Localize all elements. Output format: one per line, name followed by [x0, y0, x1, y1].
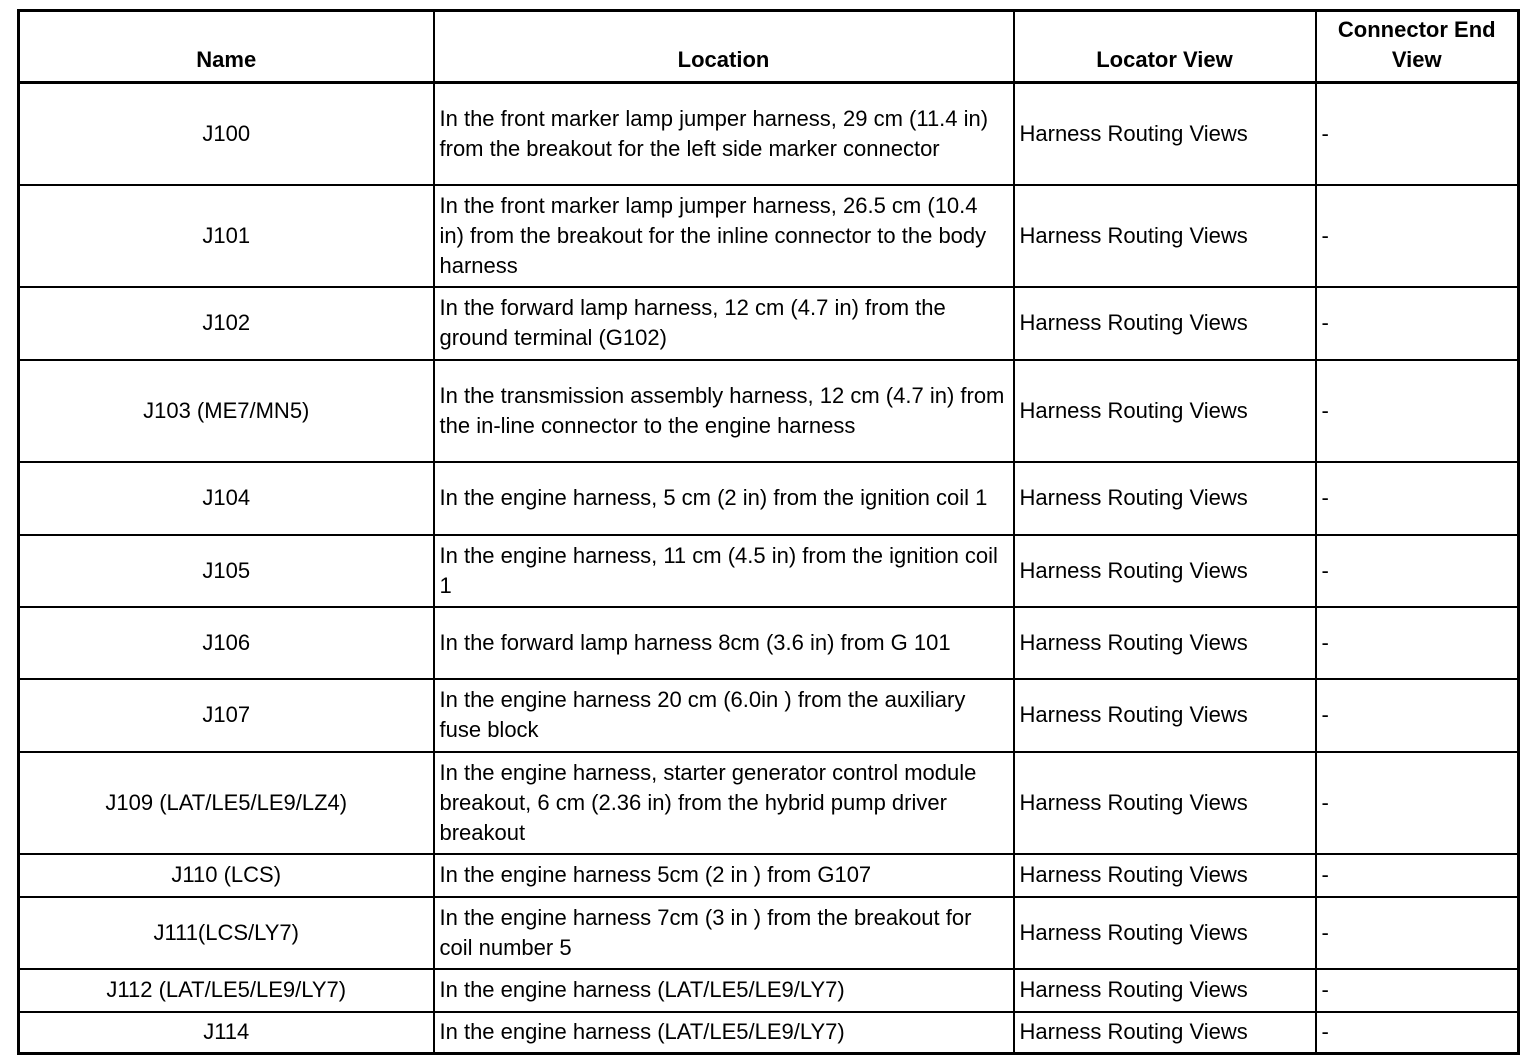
- cell-connector-end-view: -: [1316, 607, 1519, 679]
- cell-name: J104: [19, 462, 434, 535]
- splice-location-table: [17, 9, 1520, 1055]
- cell-location: In the engine harness 20 cm (6.0in ) from the auxiliary fuse block: [434, 679, 1014, 752]
- cell-location: In the front marker lamp jumper harness, 26.5 cm (10.4 in) from the breakout for the inline connector to the body harness: [434, 185, 1014, 287]
- cell-locator-view: Harness Routing Views: [1014, 607, 1316, 679]
- cell-location: In the engine harness 5cm (2 in ) from G107: [434, 854, 1014, 897]
- cell-locator-view: Harness Routing Views: [1014, 969, 1316, 1012]
- cell-connector-end-view: -: [1316, 535, 1519, 607]
- table-header: [19, 11, 1519, 83]
- cell-locator-view: Harness Routing Views: [1014, 535, 1316, 607]
- cell-name: J107: [19, 679, 434, 752]
- cell-name: J114: [19, 1012, 434, 1054]
- table-row: [19, 462, 1519, 535]
- cell-locator-view: Harness Routing Views: [1014, 185, 1316, 287]
- cell-location: In the forward lamp harness, 12 cm (4.7 in) from the ground terminal (G102): [434, 287, 1014, 360]
- cell-connector-end-view: -: [1316, 897, 1519, 969]
- column-header-location: Location: [434, 11, 1014, 83]
- column-header-name: Name: [19, 11, 434, 83]
- table-row: [19, 607, 1519, 679]
- cell-locator-view: Harness Routing Views: [1014, 752, 1316, 854]
- cell-location: In the engine harness (LAT/LE5/LE9/LY7): [434, 1012, 1014, 1054]
- cell-name: J110 (LCS): [19, 854, 434, 897]
- splice-location-sheet: [17, 9, 1520, 1055]
- cell-name: J101: [19, 185, 434, 287]
- table-row: [19, 287, 1519, 360]
- table-row: [19, 185, 1519, 287]
- cell-locator-view: Harness Routing Views: [1014, 83, 1316, 185]
- table-row: [19, 535, 1519, 607]
- table-row: [19, 854, 1519, 897]
- cell-location: In the engine harness, starter generator control module breakout, 6 cm (2.36 in) from the hybrid pump driver breakout: [434, 752, 1014, 854]
- cell-connector-end-view: -: [1316, 185, 1519, 287]
- cell-name: J105: [19, 535, 434, 607]
- cell-locator-view: Harness Routing Views: [1014, 854, 1316, 897]
- table-row: [19, 360, 1519, 462]
- cell-connector-end-view: -: [1316, 462, 1519, 535]
- cell-location: In the engine harness, 5 cm (2 in) from the ignition coil 1: [434, 462, 1014, 535]
- table-row: [19, 1012, 1519, 1054]
- table-body: [19, 83, 1519, 1054]
- table-row: [19, 83, 1519, 185]
- cell-name: J106: [19, 607, 434, 679]
- table-row: [19, 752, 1519, 854]
- cell-name: J102: [19, 287, 434, 360]
- cell-location: In the engine harness 7cm (3 in ) from the breakout for coil number 5: [434, 897, 1014, 969]
- cell-name: J100: [19, 83, 434, 185]
- cell-connector-end-view: -: [1316, 1012, 1519, 1054]
- cell-locator-view: Harness Routing Views: [1014, 897, 1316, 969]
- cell-connector-end-view: -: [1316, 679, 1519, 752]
- table-row: [19, 969, 1519, 1012]
- column-header-locator-view: Locator View: [1014, 11, 1316, 83]
- cell-connector-end-view: -: [1316, 969, 1519, 1012]
- cell-locator-view: Harness Routing Views: [1014, 679, 1316, 752]
- cell-locator-view: Harness Routing Views: [1014, 287, 1316, 360]
- cell-connector-end-view: -: [1316, 854, 1519, 897]
- column-header-connector-end-view: Connector End View: [1316, 11, 1519, 83]
- cell-location: In the forward lamp harness 8cm (3.6 in) from G 101: [434, 607, 1014, 679]
- cell-name: J109 (LAT/LE5/LE9/LZ4): [19, 752, 434, 854]
- header-row: [19, 11, 1519, 83]
- cell-location: In the transmission assembly harness, 12 cm (4.7 in) from the in-line connector to the engine harness: [434, 360, 1014, 462]
- cell-name: J111(LCS/LY7): [19, 897, 434, 969]
- cell-location: In the engine harness, 11 cm (4.5 in) from the ignition coil 1: [434, 535, 1014, 607]
- cell-locator-view: Harness Routing Views: [1014, 462, 1316, 535]
- cell-connector-end-view: -: [1316, 287, 1519, 360]
- cell-connector-end-view: -: [1316, 752, 1519, 854]
- cell-connector-end-view: -: [1316, 83, 1519, 185]
- cell-location: In the front marker lamp jumper harness, 29 cm (11.4 in) from the breakout for the left side marker connector: [434, 83, 1014, 185]
- table-row: [19, 679, 1519, 752]
- cell-name: J103 (ME7/MN5): [19, 360, 434, 462]
- cell-locator-view: Harness Routing Views: [1014, 360, 1316, 462]
- cell-name: J112 (LAT/LE5/LE9/LY7): [19, 969, 434, 1012]
- cell-locator-view: Harness Routing Views: [1014, 1012, 1316, 1054]
- cell-connector-end-view: -: [1316, 360, 1519, 462]
- cell-location: In the engine harness (LAT/LE5/LE9/LY7): [434, 969, 1014, 1012]
- table-row: [19, 897, 1519, 969]
